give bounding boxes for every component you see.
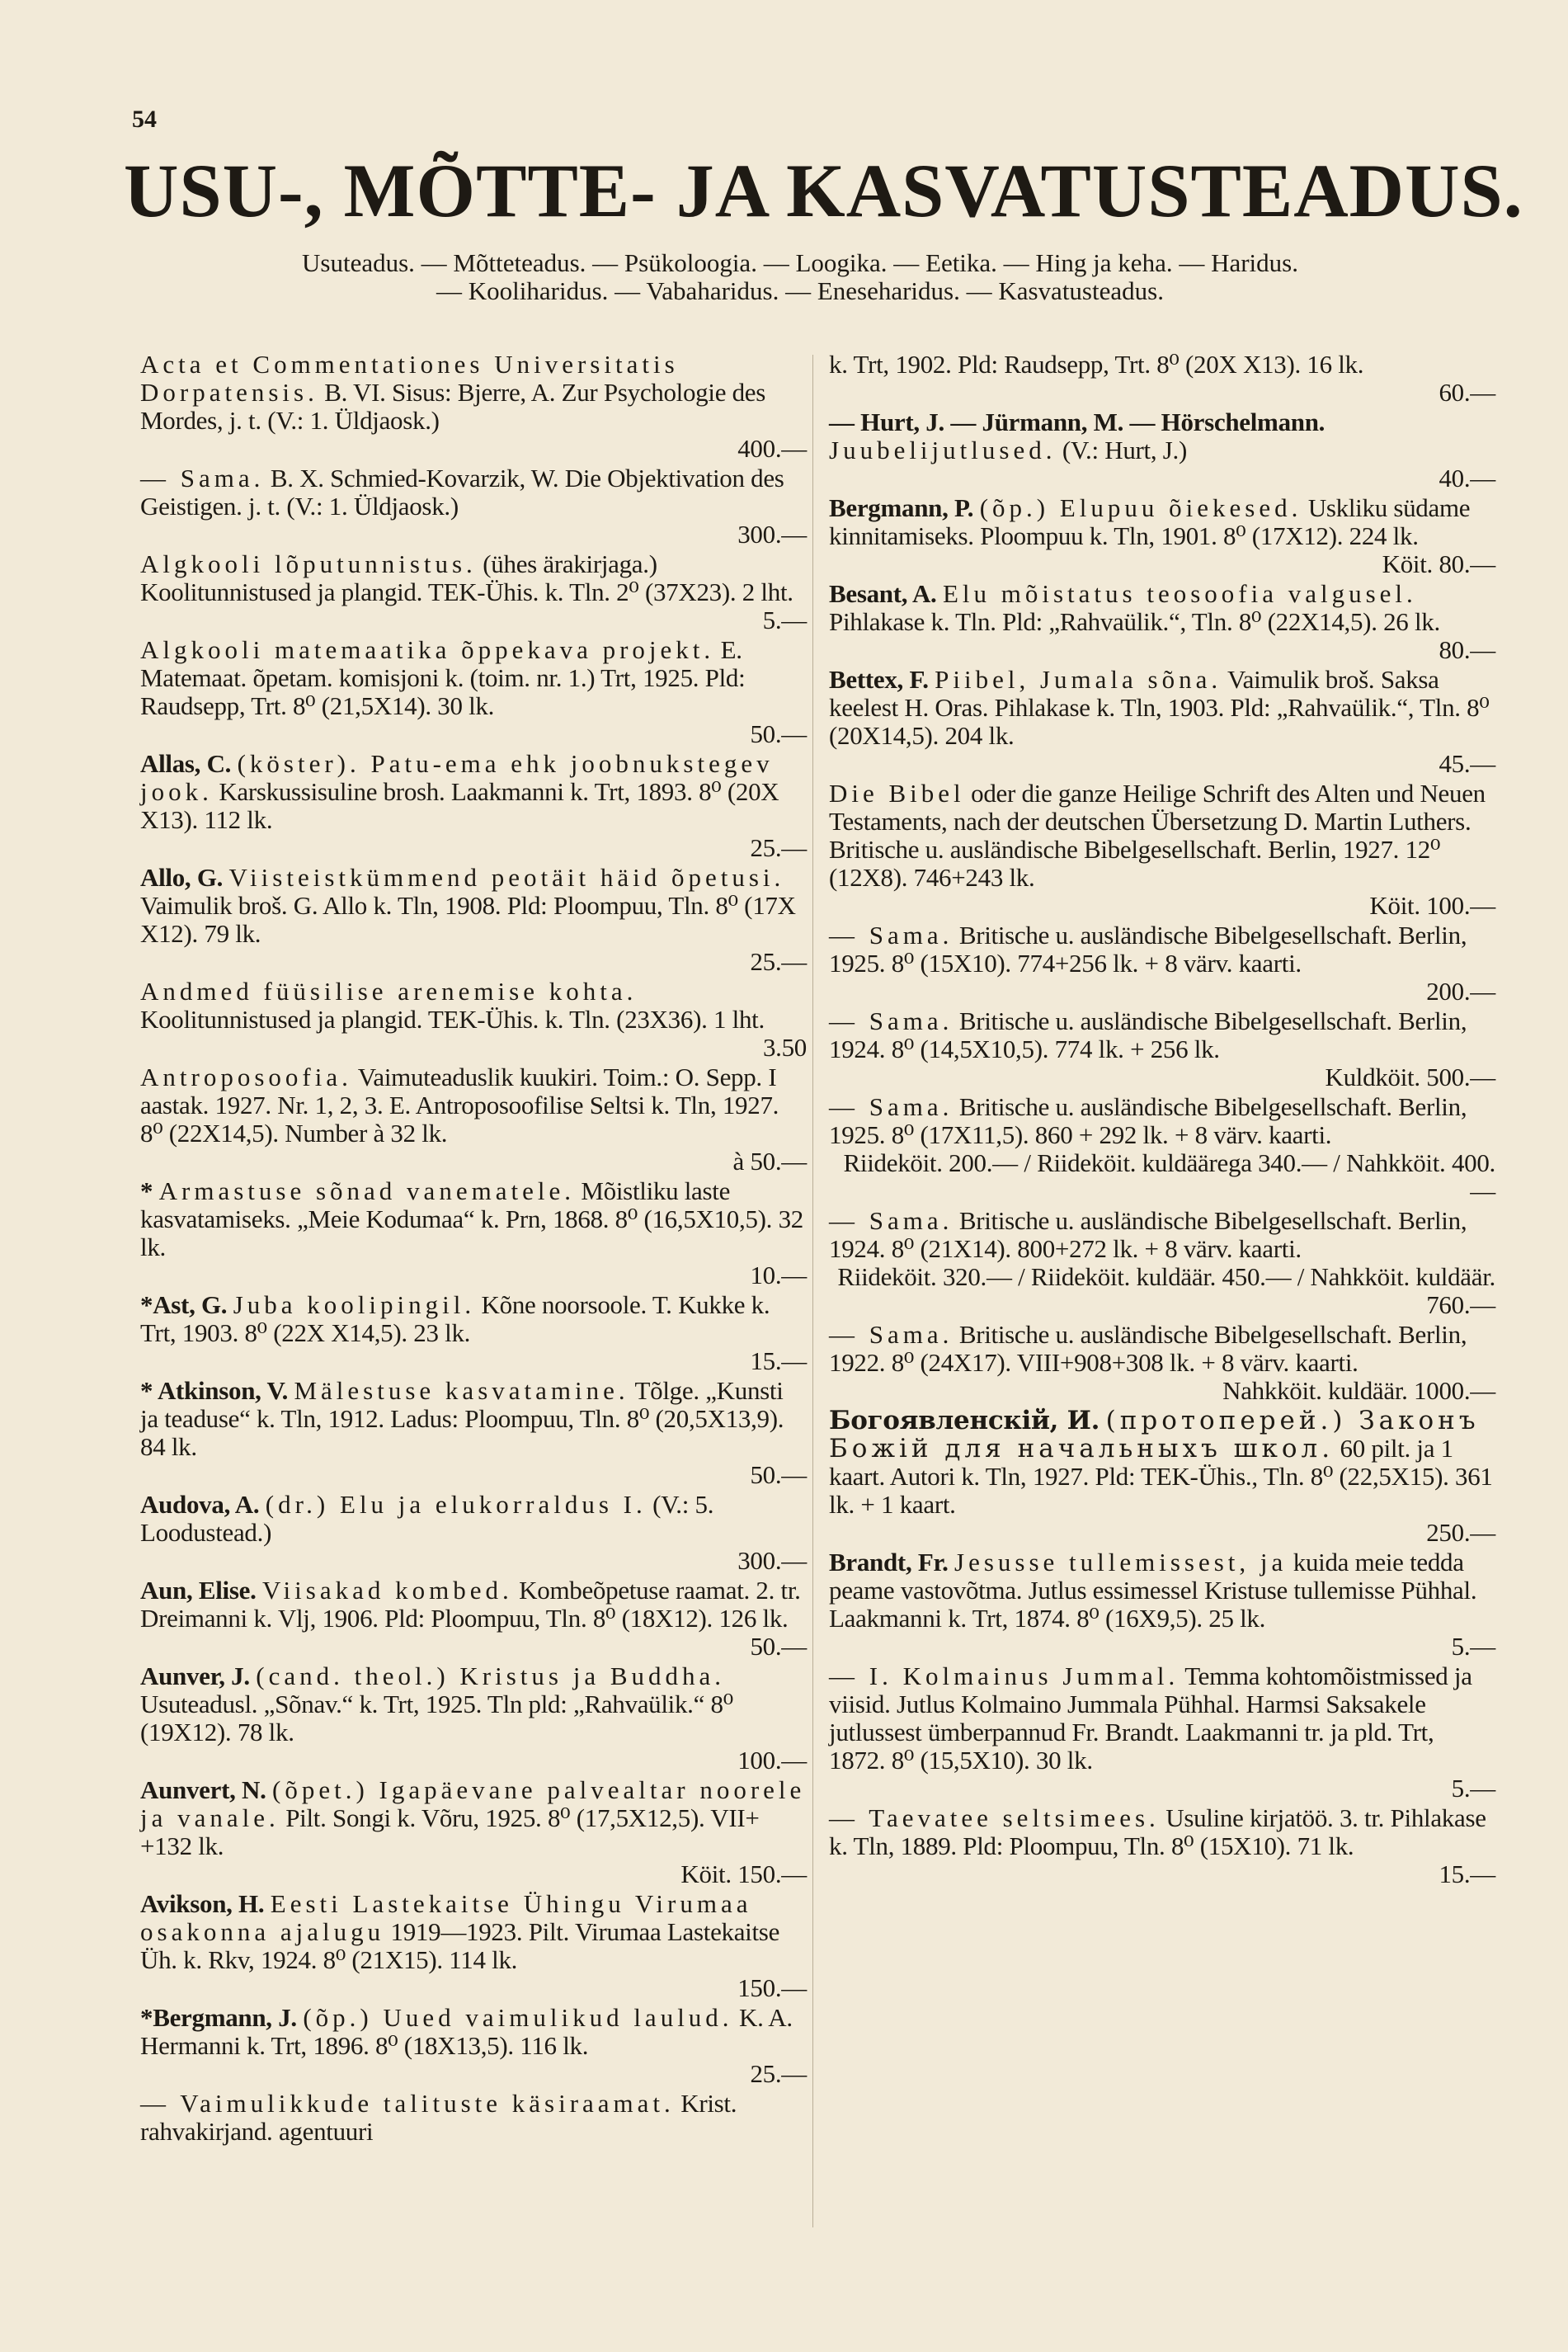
- entry-author: *Bergmann, J.: [140, 2003, 297, 2032]
- entry-details: B. VI. Sisus: Bjerre, A. Zur Psychologie des Mordes, j. t. (V.: 1. Üldjaosk.): [140, 378, 766, 435]
- entry-title: (õp.) Uued vaimulikud laulud.: [303, 2003, 733, 2032]
- entry-author: Богоявленскій, И.: [829, 1406, 1100, 1435]
- catalog-entry: [140, 636, 807, 748]
- entry-price: 300.—: [737, 520, 807, 549]
- entry-title: (õpet.) Igapäevane palvealtar noorele ja vanale.: [140, 1775, 806, 1832]
- catalog-entry: [140, 1177, 807, 1289]
- left-column: [140, 351, 807, 2147]
- entry-details: Usuteadusl. „Sõnav.“ k. Trt, 1925. Tln pld: „Rahvaülik.“ 8⁰ (19X12). 78 lk.: [140, 1690, 733, 1746]
- entry-details: Britische u. ausländische Bibelgesellschaft. Berlin, 1925. 8⁰ (17X11,5). 860 + 292 lk. + 8 värv. kaarti.: [829, 1092, 1467, 1149]
- entry-price: 5.—: [1451, 1774, 1495, 1803]
- entry-price: Nahkköit. kuldäär. 1000.—: [1222, 1376, 1495, 1405]
- entry-title: (протоперей.) Законъ Божій для начальныхъ школ.: [829, 1406, 1480, 1464]
- entry-title: Jesusse tullemissest, ja: [954, 1548, 1288, 1577]
- entry-author: Allo, G.: [140, 863, 224, 892]
- catalog-entry: [829, 1662, 1495, 1803]
- entry-details: Kõne noorsoole. T. Kukke k. Trt, 1903. 8⁰ (22X X14,5). 23 lk.: [140, 1290, 770, 1347]
- catalog-entry: [140, 1291, 807, 1375]
- entry-price: 25.—: [750, 833, 807, 862]
- entry-author: Aun, Elise.: [140, 1576, 257, 1605]
- entry-details: Vaimulik broš. G. Allo k. Tln, 1908. Pld: Ploompuu, Tln. 8⁰ (17X X12). 79 lk.: [140, 891, 796, 948]
- entry-details: E. Matemaat. õpetam. komisjoni k. (toim. nr. 1.) Trt, 1925. Pld: Raudsepp, Trt. 8⁰ (21,5X14). 30 lk.: [140, 635, 746, 720]
- entry-details: 1919—1923. Pilt. Virumaa Lastekaitse Üh. k. Rkv, 1924. 8⁰ (21X15). 114 lk.: [140, 1917, 780, 1974]
- entry-details: Kombeõpetuse raamat. 2. tr. Dreimanni k. Vlj, 1906. Pld: Ploompuu, Tln. 8⁰ (18X12). 126 lk.: [140, 1576, 801, 1633]
- entry-price: 250.—: [1426, 1518, 1495, 1547]
- entry-details: Krist. rahvakirjand. agentuuri: [140, 2089, 737, 2146]
- entry-price: 5.—: [762, 606, 807, 634]
- entry-price: 25.—: [750, 2059, 807, 2088]
- entry-title: — Sama.: [829, 921, 954, 950]
- catalog-entry: [829, 1321, 1495, 1405]
- catalog-entry: [829, 1207, 1495, 1319]
- entry-details: Britische u. ausländische Bibelgesellschaft. Berlin, 1922. 8⁰ (24X17). VIII+908+308 lk. + 8 värv. kaarti.: [829, 1320, 1467, 1377]
- entry-title: Algkooli lõputunnistus.: [140, 549, 477, 578]
- entry-title: Antroposoofia.: [140, 1063, 352, 1091]
- entry-price: Köit. 80.—: [1382, 549, 1495, 578]
- entry-price: 10.—: [750, 1261, 807, 1289]
- entry-price: 15.—: [1439, 1859, 1495, 1888]
- entry-title: — Taevatee seltsimees.: [829, 1803, 1160, 1832]
- entry-title: Die Bibel: [829, 779, 965, 808]
- entry-title: Viisteistkümmend peotäit häid õpetusi.: [228, 863, 785, 892]
- entry-title: — Vaimulikkude talituste käsiraamat.: [140, 2089, 675, 2118]
- entry-details: (V.: Hurt, J.): [1062, 436, 1188, 464]
- entry-price: 40.—: [1439, 464, 1495, 493]
- entry-author: Bettex, F.: [829, 665, 929, 694]
- catalog-entry: [829, 351, 1495, 407]
- entry-title: — Sama.: [829, 1006, 954, 1035]
- subject-line-2: — Kooliharidus. — Vabaharidus. — Eneseharidus. — Kasvatusteadus.: [436, 276, 1164, 305]
- entry-price: à 50.—: [732, 1147, 807, 1176]
- entry-price: Köit. 150.—: [680, 1859, 807, 1888]
- catalog-entry: [829, 1407, 1495, 1547]
- entry-details: K. A. Hermanni k. Trt, 1896. 8⁰ (18X13,5). 116 lk.: [140, 2003, 793, 2060]
- catalog-entry: [140, 2004, 807, 2088]
- entry-details: Vaimulik broš. Saksa keelest H. Oras. Pihlakase k. Tln, 1903. Pld: „Rahvaülik.“, Tln. 8⁰ (20X14,5). 204 lk.: [829, 665, 1490, 750]
- entry-details: Vaimuteaduslik kuukiri. Toim.: O. Sepp. I aastak. 1927. Nr. 1, 2, 3. E. Antroposoofilise Seltsi k. Tln, 1927. 8⁰ (22X14,5). Number à 32 lk.: [140, 1063, 779, 1148]
- catalog-entry: [829, 780, 1495, 920]
- entry-details: (V.: 5. Loodustead.): [140, 1490, 714, 1547]
- catalog-entry: [140, 1063, 807, 1176]
- catalog-entry: [140, 1577, 807, 1661]
- entry-title: Viisakad kombed.: [262, 1576, 513, 1605]
- entry-price: 3.50: [762, 1033, 807, 1062]
- entry-details: 60 pilt. ja 1 kaart. Autori k. Tln, 1927. Pld: TEK-Ühis., Tln. 8⁰ (22,5X15). 361 lk. + 1 kaart.: [829, 1434, 1493, 1519]
- entry-price: 5.—: [1451, 1632, 1495, 1661]
- catalog-entry: [140, 750, 807, 862]
- entry-title: Juubelijutlused.: [829, 436, 1057, 464]
- entry-title: Piibel, Jumala sõna.: [935, 665, 1222, 694]
- entry-author: * Atkinson, V.: [140, 1376, 289, 1405]
- entry-details: Pilt. Songi k. Võru, 1925. 8⁰ (17,5X12,5). VII+ +132 lk.: [140, 1803, 760, 1860]
- entry-price: 45.—: [1439, 749, 1495, 778]
- entry-title: (köster). Patu-ema ehk joobnukstegev jook.: [140, 749, 774, 806]
- entry-price: 150.—: [737, 1973, 807, 2002]
- catalog-entry: [140, 550, 807, 634]
- entry-details: Uskliku südame kinnitamiseks. Ploompuu k. Tln, 1901. 8⁰ (17X12). 224 lk.: [829, 493, 1471, 550]
- entry-price: 100.—: [737, 1746, 807, 1775]
- entry-details: Britische u. ausländische Bibelgesellschaft. Berlin, 1924. 8⁰ (21X14). 800+272 lk. + 8 värv. kaarti.: [829, 1206, 1467, 1263]
- entry-title: Acta et Commentationes Universitatis Dorpatensis.: [140, 350, 679, 407]
- subject-line-1: Usuteadus. — Mõtteteadus. — Psükoloogia. — Loogika. — Eetika. — Hing ja keha. — Haridus.: [302, 248, 1298, 277]
- entry-details: Usuline kirjatöö. 3. tr. Pihlakase k. Tln, 1889. Pld: Ploompuu, Tln. 8⁰ (15X10). 71 lk.: [829, 1803, 1486, 1860]
- catalog-entry: [140, 351, 807, 463]
- entry-price: 15.—: [750, 1346, 807, 1375]
- catalog-entry: [829, 408, 1495, 493]
- entry-price: Riideköit. 200.— / Riideköit. kuldäärega 340.— / Nahkköit. 400.—: [843, 1148, 1495, 1205]
- entry-title: — Sama.: [140, 464, 265, 493]
- catalog-entry: [140, 864, 807, 976]
- entry-details: Pihlakase k. Tln. Pld: „Rahvaülik.“, Tln. 8⁰ (22X14,5). 26 lk.: [829, 607, 1440, 636]
- right-column: [829, 351, 1495, 1890]
- catalog-entry: [140, 1662, 807, 1775]
- entry-title: Juba koolipingil.: [233, 1290, 476, 1319]
- entry-details: B. X. Schmied-Kovarzik, W. Die Objektivation des Geistigen. j. t. (V.: 1. Üldjaosk.): [140, 464, 784, 521]
- entry-details: Karskussisuline brosh. Laakmanni k. Trt, 1893. 8⁰ (20X X13). 112 lk.: [140, 777, 779, 834]
- entry-details: Tõlge. „Kunsti ja teaduse“ k. Tln, 1912. Ladus: Ploompuu, Tln. 8⁰ (20,5X13,9). 84 lk.: [140, 1376, 784, 1461]
- entry-price: 300.—: [737, 1546, 807, 1575]
- entry-author: *Ast, G.: [140, 1290, 228, 1319]
- entry-title: — Sama.: [829, 1092, 954, 1121]
- entry-details: k. Trt, 1902. Pld: Raudsepp, Trt. 8⁰ (20X X13). 16 lk.: [829, 350, 1364, 379]
- entry-author: Allas, C.: [140, 749, 232, 778]
- catalog-entry: [140, 1776, 807, 1888]
- catalog-entry: [829, 1093, 1495, 1205]
- catalog-entry: [829, 494, 1495, 578]
- entry-title: — Sama.: [829, 1206, 954, 1235]
- catalog-entry: [829, 1007, 1495, 1091]
- catalog-entry: [829, 1804, 1495, 1888]
- catalog-entry: [829, 666, 1495, 778]
- entry-title: Elu mõistatus teosoofia valgusel.: [942, 579, 1417, 608]
- entry-author: Aunver, J.: [140, 1661, 250, 1690]
- entry-author: — Hurt, J. — Jürmann, M. — Hörschelmann.: [829, 408, 1326, 436]
- entry-details: oder die ganze Heilige Schrift des Alten und Neuen Testaments, nach der deutschen Übersetzung D. Martin Luthers. Britische u. ausländische Bibelgesellschaft. Berlin, 1927. 12⁰ (12X8). 746+243 lk.: [829, 779, 1486, 892]
- entry-price: 60.—: [1439, 378, 1495, 407]
- entry-price: Kuldköit. 500.—: [1325, 1063, 1495, 1091]
- entry-price: 50.—: [750, 1632, 807, 1661]
- catalog-entry: [140, 1377, 807, 1489]
- entry-details: kuida meie tedda peame vastovõtma. Jutlus essimessel Kristuse tullemisse Pühhal. Laakmanni k. Trt, 1874. 8⁰ (16X9,5). 25 lk.: [829, 1548, 1477, 1633]
- catalog-entry: [829, 580, 1495, 664]
- catalog-entry: [140, 464, 807, 549]
- entry-title: (cand. theol.) Kristus ja Buddha.: [256, 1661, 726, 1690]
- entry-price: Köit. 100.—: [1369, 891, 1495, 920]
- entry-author: Avikson, H.: [140, 1889, 265, 1918]
- catalog-entry: [140, 978, 807, 1062]
- entry-author: Brandt, Fr.: [829, 1548, 949, 1577]
- page-number: 54: [132, 106, 157, 133]
- entry-author: Aunvert, N.: [140, 1775, 266, 1804]
- column-divider: [812, 355, 813, 2227]
- entry-details: Mõistliku laste kasvatamiseks. „Meie Kodumaa“ k. Prn, 1868. 8⁰ (16,5X10,5). 32 lk.: [140, 1176, 803, 1261]
- entry-details: Koolitunnistused ja plangid. TEK-Ühis. k. Tln. (23X36). 1 lht.: [140, 1005, 765, 1034]
- entry-price: 25.—: [750, 947, 807, 976]
- entry-title: (õp.) Elupuu õiekesed.: [979, 493, 1302, 522]
- entry-price: Riideköit. 320.— / Riideköit. kuldäär. 450.— / Nahkköit. kuldäär. 760.—: [837, 1262, 1495, 1319]
- catalog-entry: [140, 1890, 807, 2002]
- entry-details: Britische u. ausländische Bibelgesellschaft. Berlin, 1924. 8⁰ (14,5X10,5). 774 lk. + 256 lk.: [829, 1006, 1467, 1063]
- entry-price: 400.—: [737, 434, 807, 463]
- entry-title: Mälestuse kasvatamine.: [294, 1376, 629, 1405]
- catalog-entry: [140, 1491, 807, 1575]
- entry-title: Eesti Lastekaitse Ühingu Virumaa osakonna ajalugu: [140, 1889, 752, 1946]
- section-title: USU-, MÕTTE- JA KASVATUSTEADUS.: [124, 148, 1523, 233]
- entry-details: (ühes ärakirjaga.) Koolitunnistused ja plangid. TEK-Ühis. k. Tln. 2⁰ (37X23). 2 lht.: [140, 549, 793, 606]
- entry-price: 50.—: [750, 719, 807, 748]
- entry-author: Bergmann, P.: [829, 493, 974, 522]
- entry-price: 200.—: [1426, 977, 1495, 1006]
- entry-price: 80.—: [1439, 635, 1495, 664]
- entry-details: Temma kohtomõistmissed ja viisid. Jutlus Kolmaino Jummala Pühhal. Harmsi Saksakele jutlussest ümberpannud Fr. Brandt. Laakmanni tr. ja pld. Trt, 1872. 8⁰ (15,5X10). 30 lk.: [829, 1661, 1472, 1775]
- entry-details: Britische u. ausländische Bibelgesellschaft. Berlin, 1925. 8⁰ (15X10). 774+256 lk. + 8 värv. kaarti.: [829, 921, 1467, 978]
- entry-author: Audova, A.: [140, 1490, 260, 1519]
- entry-author: *: [140, 1176, 153, 1205]
- entry-title: — I. Kolmainus Jummal.: [829, 1661, 1180, 1690]
- catalog-entry: [829, 1548, 1495, 1661]
- entry-author: Besant, A.: [829, 579, 937, 608]
- subject-list: [124, 249, 1476, 305]
- entry-price: 50.—: [750, 1460, 807, 1489]
- entry-title: Armastuse sõnad vanematele.: [158, 1176, 575, 1205]
- entry-title: — Sama.: [829, 1320, 954, 1349]
- entry-title: Andmed füüsilise arenemise kohta.: [140, 977, 638, 1006]
- catalog-entry: [829, 921, 1495, 1006]
- entry-title: Algkooli matemaatika õppekava projekt.: [140, 635, 715, 664]
- entry-title: (dr.) Elu ja elukorraldus I.: [265, 1490, 647, 1519]
- catalog-entry: [140, 2090, 807, 2146]
